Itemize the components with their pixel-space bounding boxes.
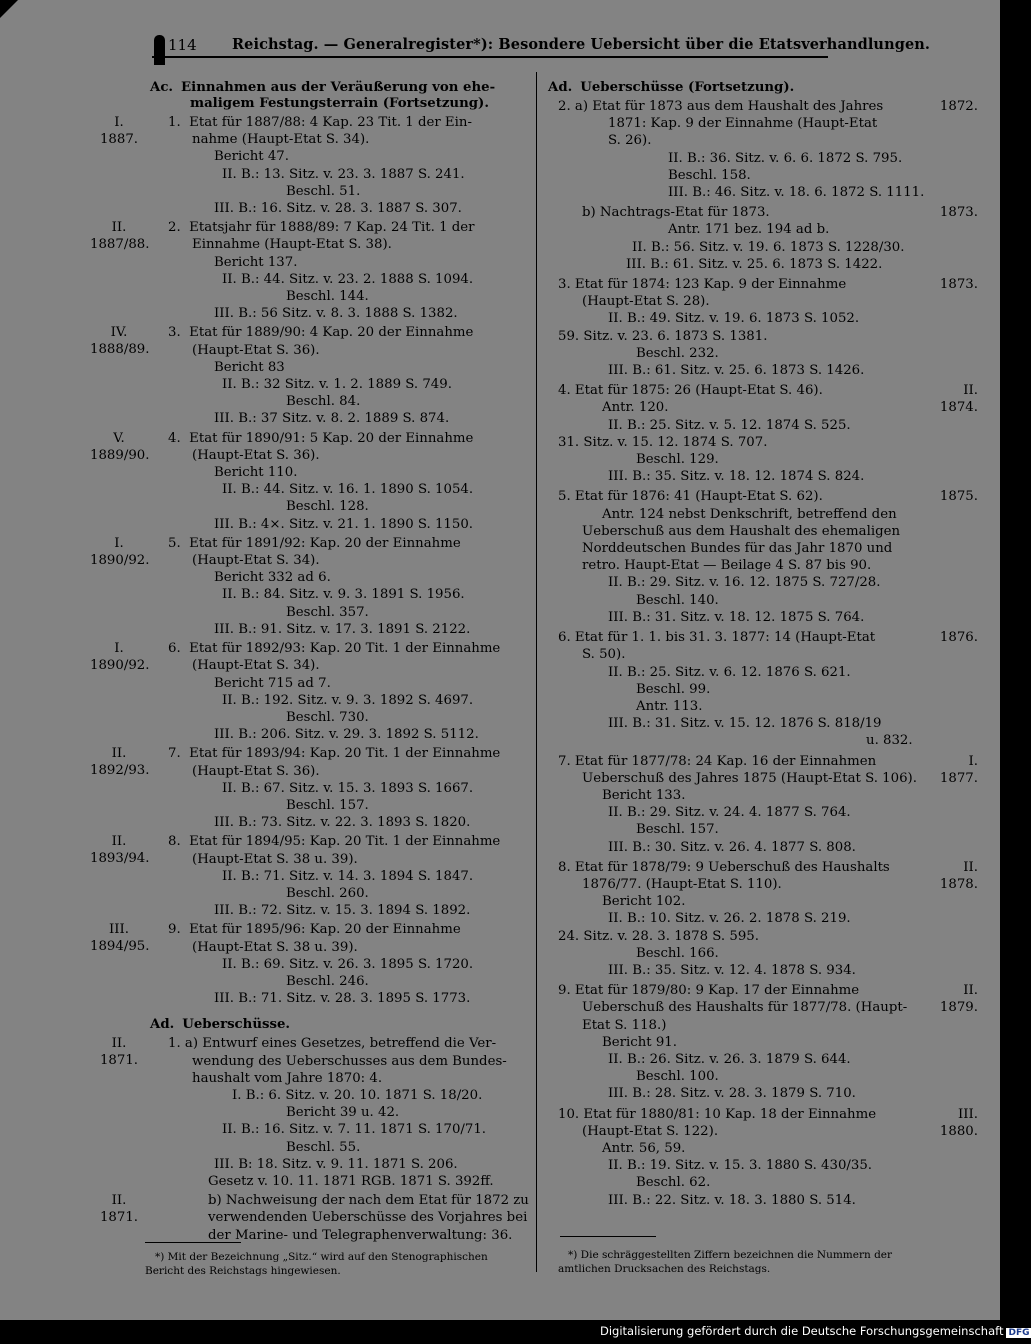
entry-line: Bericht 715 ad 7. xyxy=(214,675,331,691)
entry-line: 10. Etat für 1880/81: 10 Kap. 18 der Einnahme xyxy=(558,1106,877,1122)
entry-line: III. B.: 61. Sitz. v. 25. 6. 1873 S. 1426. xyxy=(608,363,865,379)
entry-year: I. 1890/92. xyxy=(90,535,150,568)
entry-line: Antr. 113. xyxy=(636,698,703,714)
left-column xyxy=(90,80,530,1246)
entry-line: Norddeutschen Bundes für das Jahr 1870 und xyxy=(582,541,893,557)
footnote-left: *) Mit der Bezeichnung „Sitz.“ wird auf den Stenographischen Bericht des Reichstags hingewiesen. xyxy=(145,1251,488,1277)
entry-line: II. B.: 44. Sitz. v. 16. 1. 1890 S. 1054. xyxy=(222,482,474,498)
entry-line: II. B.: 19. Sitz. v. 15. 3. 1880 S. 430/35. xyxy=(608,1158,873,1174)
register-entry xyxy=(90,640,530,743)
entry-line: u. 832. xyxy=(866,733,913,749)
entry-line: verwendenden Ueberschüsse des Vorjahres bei xyxy=(208,1210,528,1226)
entry-line: Beschl. 260. xyxy=(286,885,369,901)
entry-year: 1873. xyxy=(939,277,978,293)
entry-line: 3. Etat für 1874: 123 Kap. 9 der Einnahme xyxy=(558,277,847,293)
entry-line: Bericht 47. xyxy=(214,149,289,165)
entry-line: (Haupt-Etat S. 36). xyxy=(192,447,320,463)
entry-line: retro. Haupt-Etat — Beilage 4 S. 87 bis 90. xyxy=(582,558,872,574)
entry-line: III. B.: 16. Sitz. v. 28. 3. 1887 S. 307. xyxy=(214,201,462,217)
entry-line: 5. Etat für 1876: 41 (Haupt-Etat S. 62). xyxy=(558,489,823,505)
register-entry xyxy=(90,219,530,322)
entry-line: Beschl. 99. xyxy=(636,681,711,697)
entry-line: III. B: 18. Sitz. v. 9. 11. 1871 S. 206. xyxy=(214,1156,458,1172)
entry-line: Antr. 124 nebst Denkschrift, betreffend den xyxy=(602,506,897,522)
entry-line: II. B.: 71. Sitz. v. 14. 3. 1894 S. 1847. xyxy=(222,868,474,884)
entry-year: I. 1890/92. xyxy=(90,641,150,674)
register-entry xyxy=(548,488,978,626)
entry-line: Bericht 133. xyxy=(602,787,686,803)
entry-line: III. B.: 46. Sitz. v. 18. 6. 1872 S. 1111. xyxy=(668,185,925,201)
entry-line: II. B.: 29. Sitz. v. 16. 12. 1875 S. 727/28. xyxy=(608,575,881,591)
entry-line: 31. Sitz. v. 15. 12. 1874 S. 707. xyxy=(558,434,768,450)
entry-line: b) Nachweisung der nach dem Etat für 1872 zu xyxy=(208,1193,529,1209)
entry-line: haushalt vom Jahre 1870: 4. xyxy=(192,1070,383,1086)
register-entry xyxy=(90,1035,530,1190)
entry-year: 1872. xyxy=(939,99,978,114)
register-entry xyxy=(90,745,530,831)
entry-year: IV. 1888/89. xyxy=(90,325,150,358)
entry-line: 1871: Kap. 9 der Einnahme (Haupt-Etat xyxy=(608,116,878,132)
register-entry xyxy=(548,276,978,379)
entry-line: b) Nachtrags-Etat für 1873. xyxy=(582,205,770,221)
dfg-logo: DFG xyxy=(1008,1328,1030,1338)
entry-line: III. B.: 30. Sitz. v. 26. 4. 1877 S. 808. xyxy=(608,839,856,855)
entry-line: Ueberschuß des Haushalts für 1877/78. (Haupt- xyxy=(582,1000,908,1016)
entry-line: II. B.: 69. Sitz. v. 26. 3. 1895 S. 1720. xyxy=(222,956,474,972)
register-entry xyxy=(548,98,978,201)
entry-line: (Haupt-Etat S. 38 u. 39). xyxy=(192,851,358,867)
entry-line: Beschl. 166. xyxy=(636,945,719,961)
entry-line: 1876/77. (Haupt-Etat S. 110). xyxy=(582,876,782,892)
entry-year: V. 1889/90. xyxy=(90,430,150,463)
entry-line: 9. Etat für 1879/80: 9 Kap. 17 der Einnahme xyxy=(558,983,860,999)
entry-line: Ueberschuß aus dem Haushalt des ehemaligen xyxy=(582,523,901,539)
entry-line: S. 26). xyxy=(608,133,652,149)
register-entry xyxy=(548,382,978,485)
entry-line: Einnahme (Haupt-Etat S. 38). xyxy=(192,237,392,253)
footnote-rule-right xyxy=(560,1236,656,1237)
register-entry xyxy=(548,753,978,856)
entry-line: III. B.: 22. Sitz. v. 18. 3. 1880 S. 514. xyxy=(608,1192,856,1208)
entry-year: 1873. xyxy=(939,205,978,221)
entry-year: II. 1878. xyxy=(939,859,978,892)
entry-line: III. B.: 28. Sitz. v. 28. 3. 1879 S. 710. xyxy=(608,1086,856,1102)
entry-line: Beschl. 128. xyxy=(286,499,369,515)
footnote-right: *) Die schräggestellten Ziffern bezeichnen die Nummern der amtlichen Drucksachen des Reichstags. xyxy=(558,1249,893,1275)
entry-line: Beschl. 51. xyxy=(286,183,361,199)
entry-line: Beschl. 158. xyxy=(668,167,751,183)
entry-year: II. 1893/94. xyxy=(90,834,150,867)
entry-line: II. B.: 192. Sitz. v. 9. 3. 1892 S. 4697. xyxy=(222,692,474,708)
entry-line: Beschl. 232. xyxy=(636,345,719,361)
entry-line: Beschl. 62. xyxy=(636,1175,711,1191)
entry-line: Beschl. 157. xyxy=(286,797,369,813)
entry-line: Beschl. 129. xyxy=(636,452,719,468)
entry-line: II. B.: 67. Sitz. v. 15. 3. 1893 S. 1667. xyxy=(222,780,474,796)
register-entry xyxy=(90,921,530,1007)
entry-line: 9. Etat für 1895/96: Kap. 20 der Einnahme xyxy=(168,922,461,938)
entry-year: I. 1887. xyxy=(99,115,139,147)
entry-line: II. B.: 26. Sitz. v. 26. 3. 1879 S. 644. xyxy=(608,1051,851,1067)
entry-line: Beschl. 246. xyxy=(286,973,369,989)
entry-line: Etat S. 118.) xyxy=(582,1017,667,1033)
entry-line: III. B.: 206. Sitz. v. 29. 3. 1892 S. 5112. xyxy=(214,727,479,743)
right-entries xyxy=(548,98,978,1209)
entry-line: 1. Etat für 1887/88: 4 Kap. 23 Tit. 1 der Ein- xyxy=(168,115,472,130)
register-entry xyxy=(548,629,978,749)
register-entry xyxy=(548,859,978,979)
entry-line: Beschl. 157. xyxy=(636,822,719,838)
entry-line: 7. Etat für 1877/78: 24 Kap. 16 der Einnahmen xyxy=(558,753,877,769)
entry-line: II. B.: 44. Sitz. v. 23. 2. 1888 S. 1094. xyxy=(222,271,474,287)
entry-line: II. B.: 32 Sitz. v. 1. 2. 1889 S. 749. xyxy=(222,377,452,393)
section-ad-heading: Ad. Ueberschüsse. xyxy=(150,1017,291,1033)
register-entry xyxy=(90,324,530,427)
entry-year: 1875. xyxy=(939,489,978,505)
entry-line: der Marine- und Telegraphenverwaltung: 36. xyxy=(208,1227,513,1243)
entry-line: Bericht 137. xyxy=(214,254,298,270)
entry-line: II. B.: 36. Sitz. v. 6. 6. 1872 S. 795. xyxy=(668,150,903,166)
entry-line: Bericht 39 u. 42. xyxy=(286,1105,400,1121)
entry-line: II. B.: 10. Sitz. v. 26. 2. 1878 S. 219. xyxy=(608,911,851,927)
entry-line: III. B.: 73. Sitz. v. 22. 3. 1893 S. 1820. xyxy=(214,815,471,831)
entry-line: Beschl. 144. xyxy=(286,289,369,305)
entry-line: (Haupt-Etat S. 34). xyxy=(192,658,320,674)
entry-line: (Haupt-Etat S. 38 u. 39). xyxy=(192,939,358,955)
entry-line: II. B.: 49. Sitz. v. 19. 6. 1873 S. 1052. xyxy=(608,311,860,327)
page-number: 114 xyxy=(168,36,197,54)
entry-line: II. B.: 25. Sitz. v. 5. 12. 1874 S. 525. xyxy=(608,417,851,433)
entry-line: 4. Etat für 1890/91: 5 Kap. 20 der Einnahme xyxy=(168,430,474,446)
entry-line: II. B.: 56. Sitz. v. 19. 6. 1873 S. 1228/30. xyxy=(632,239,905,255)
page-title: Reichstag. — Generalregister*): Besondere Uebersicht über die Etatsverhandlungen. xyxy=(232,36,931,53)
entry-line: Beschl. 84. xyxy=(286,394,361,410)
entry-line: Bericht 91. xyxy=(602,1034,677,1050)
entry-line: Antr. 120. xyxy=(602,400,669,416)
page-marker xyxy=(154,35,165,65)
entry-year: III. 1894/95. xyxy=(90,922,150,955)
section-ac-heading: Ac. Einnahmen aus der Veräußerung von ehe- maligem Festungsterrain (Fortsetzung). xyxy=(150,80,496,111)
entry-line: I. B.: 6. Sitz. v. 20. 10. 1871 S. 18/20. xyxy=(232,1087,483,1103)
entry-year: 1876. xyxy=(939,630,978,646)
entry-line: 6. Etat für 1892/93: Kap. 20 Tit. 1 der Einnahme xyxy=(168,641,501,657)
entry-line: Beschl. 100. xyxy=(636,1069,719,1085)
entry-line: Bericht 83 xyxy=(214,359,285,375)
entry-line: Bericht 110. xyxy=(214,465,298,481)
entry-line: (Haupt-Etat S. 122). xyxy=(582,1123,719,1139)
entry-line: 59. Sitz. v. 23. 6. 1873 S. 1381. xyxy=(558,328,768,344)
entry-line: 2. Etatsjahr für 1888/89: 7 Kap. 24 Tit. 1 der xyxy=(168,220,475,236)
entry-line: Ueberschuß des Jahres 1875 (Haupt-Etat S. 106). xyxy=(582,770,917,786)
entry-year: II. 1871. xyxy=(99,1036,139,1069)
entry-year: II. 1871. xyxy=(99,1193,139,1226)
entry-line: Bericht 102. xyxy=(602,894,686,910)
entry-line: III. B.: 91. Sitz. v. 17. 3. 1891 S. 2122. xyxy=(214,621,471,637)
entry-line: III. B.: 31. Sitz. v. 18. 12. 1875 S. 764. xyxy=(608,609,865,625)
entry-line: III. B.: 31. Sitz. v. 15. 12. 1876 S. 818/19 xyxy=(608,716,882,732)
section-ad-continued-heading: Ad. Ueberschüsse (Fortsetzung). xyxy=(548,80,795,95)
entry-line: 1. a) Entwurf eines Gesetzes, betreffend die Ver- xyxy=(168,1036,497,1052)
register-entry xyxy=(548,982,978,1102)
header-rule xyxy=(152,56,828,58)
register-entry xyxy=(90,114,530,217)
entry-line: II. B.: 16. Sitz. v. 7. 11. 1871 S. 170/71. xyxy=(222,1122,487,1138)
entry-line: nahme (Haupt-Etat S. 34). xyxy=(192,132,370,148)
entry-line: III. B.: 35. Sitz. v. 18. 12. 1874 S. 824. xyxy=(608,469,865,485)
entry-line: II. B.: 13. Sitz. v. 23. 3. 1887 S. 241. xyxy=(222,166,465,182)
entry-line: III. B.: 71. Sitz. v. 28. 3. 1895 S. 1773. xyxy=(214,991,471,1007)
entry-line: Gesetz v. 10. 11. 1871 RGB. 1871 S. 392ff. xyxy=(208,1173,494,1189)
left-entries xyxy=(90,114,530,1007)
entry-year: II. 1874. xyxy=(939,383,978,416)
entry-line: III. B.: 37 Sitz. v. 8. 2. 1889 S. 874. xyxy=(214,411,450,427)
entry-line: (Haupt-Etat S. 28). xyxy=(582,294,710,310)
register-entry xyxy=(90,535,530,638)
entry-line: (Haupt-Etat S. 34). xyxy=(192,553,320,569)
entry-line: 6. Etat für 1. 1. bis 31. 3. 1877: 14 (Haupt-Etat xyxy=(558,630,876,646)
entry-line: II. B.: 84. Sitz. v. 9. 3. 1891 S. 1956. xyxy=(222,587,465,603)
entry-year: II. 1879. xyxy=(939,983,978,1016)
entry-year: II. 1887/88. xyxy=(90,220,150,253)
entry-line: Antr. 56, 59. xyxy=(602,1140,686,1156)
entry-line: III. B.: 72. Sitz. v. 15. 3. 1894 S. 1892. xyxy=(214,903,471,919)
register-entry xyxy=(90,430,530,533)
entry-line: Beschl. 730. xyxy=(286,709,369,725)
entry-line: 24. Sitz. v. 28. 3. 1878 S. 595. xyxy=(558,928,759,944)
entry-line: III. B.: 35. Sitz. v. 12. 4. 1878 S. 934. xyxy=(608,962,856,978)
entry-line: (Haupt-Etat S. 36). xyxy=(192,763,320,779)
column-divider xyxy=(536,72,537,1272)
entry-line: Antr. 171 bez. 194 ad b. xyxy=(668,222,830,238)
entry-line: 5. Etat für 1891/92: Kap. 20 der Einnahme xyxy=(168,535,461,551)
entry-line: 3. Etat für 1889/90: 4 Kap. 20 der Einnahme xyxy=(168,325,474,341)
entry-year: III. 1880. xyxy=(939,1106,978,1139)
entry-line: (Haupt-Etat S. 36). xyxy=(192,342,320,358)
left-ad-entries xyxy=(90,1035,530,1243)
entry-line: 8. Etat für 1878/79: 9 Ueberschuß des Haushalts xyxy=(558,859,890,875)
register-entry xyxy=(90,1192,530,1244)
entry-line: II. B.: 25. Sitz. v. 6. 12. 1876 S. 621. xyxy=(608,664,851,680)
entry-line: Beschl. 357. xyxy=(286,604,369,620)
entry-line: III. B.: 61. Sitz. v. 25. 6. 1873 S. 1422. xyxy=(626,256,883,272)
right-column xyxy=(548,80,978,1212)
register-entry xyxy=(548,1106,978,1209)
digitization-footer: Digitalisierung gefördert durch die Deutsche Forschungsgemeinschaft DFG xyxy=(600,1324,1030,1338)
entry-year: II. 1892/93. xyxy=(90,746,150,779)
entry-year: I. 1877. xyxy=(939,753,978,786)
entry-line: Beschl. 140. xyxy=(636,592,719,608)
entry-line: 7. Etat für 1893/94: Kap. 20 Tit. 1 der Einnahme xyxy=(168,746,501,762)
entry-line: II. B.: 29. Sitz. v. 24. 4. 1877 S. 764. xyxy=(608,805,851,821)
entry-line: III. B.: 56 Sitz. v. 8. 3. 1888 S. 1382. xyxy=(214,306,458,322)
entry-line: Bericht 332 ad 6. xyxy=(214,570,331,586)
entry-line: S. 50). xyxy=(582,647,626,663)
page-corner xyxy=(0,0,18,18)
footnote-rule-left xyxy=(145,1242,241,1243)
register-entry xyxy=(548,204,978,273)
entry-line: 8. Etat für 1894/95: Kap. 20 Tit. 1 der Einnahme xyxy=(168,834,501,850)
entry-line: III. B.: 4×. Sitz. v. 21. 1. 1890 S. 1150. xyxy=(214,516,474,532)
entry-line: 2. a) Etat für 1873 aus dem Haushalt des Jahres xyxy=(558,99,884,114)
entry-line: Beschl. 55. xyxy=(286,1139,361,1155)
entry-line: 4. Etat für 1875: 26 (Haupt-Etat S. 46). xyxy=(558,383,823,399)
register-entry xyxy=(90,833,530,919)
entry-line: wendung des Ueberschusses aus dem Bundes- xyxy=(192,1053,507,1069)
